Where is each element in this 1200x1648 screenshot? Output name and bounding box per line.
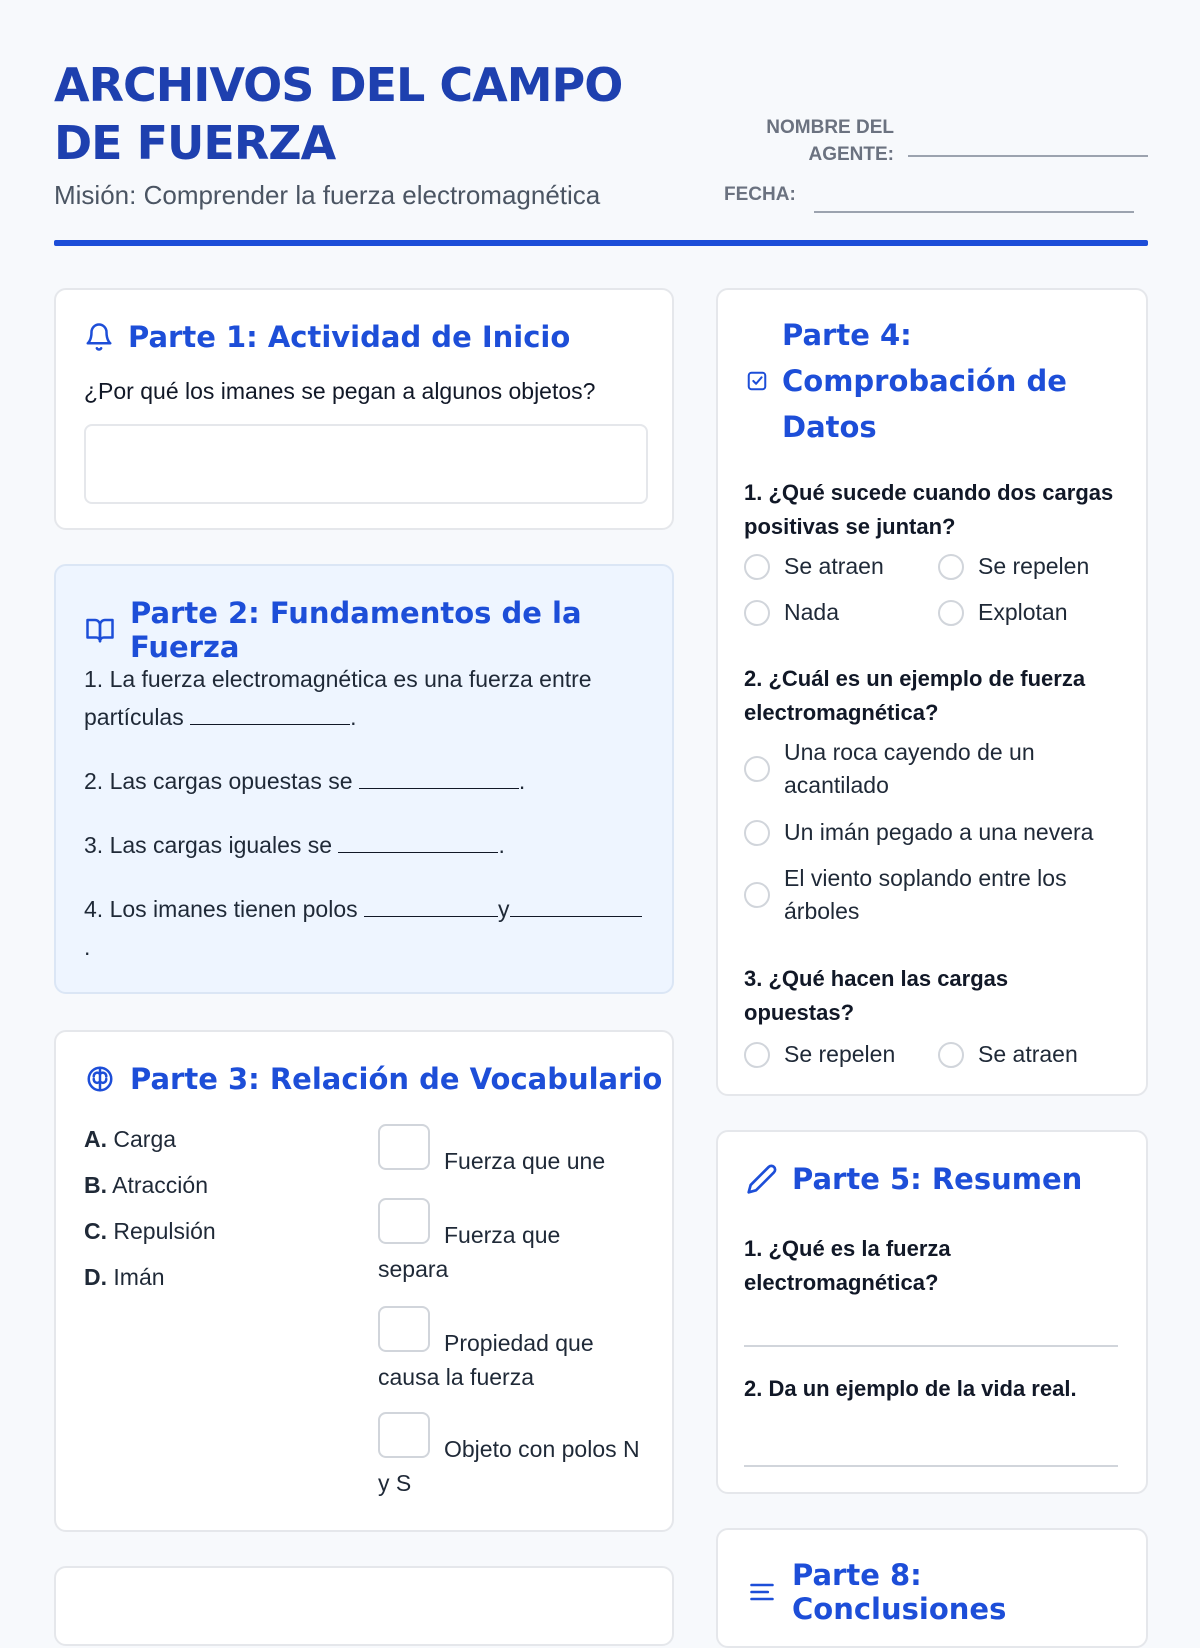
q3-option-a[interactable] — [744, 1038, 895, 1071]
vocab-term-d-letter: D. — [84, 1264, 107, 1290]
agent-name-label-line-1: NOMBRE DEL — [766, 117, 894, 138]
pencil-icon — [746, 1163, 778, 1195]
next-left-card — [54, 1566, 674, 1646]
part8-card — [716, 1528, 1148, 1648]
q2-option-a-radio[interactable] — [744, 756, 770, 782]
vocab-term-d-word: Imán — [113, 1264, 165, 1290]
part2-title-text: Parte 2: Fundamentos de la Fuerza — [130, 596, 582, 664]
q1-option-d-radio[interactable] — [938, 600, 964, 626]
part2-blank-3[interactable] — [338, 827, 498, 853]
part2-item-3-period: . — [498, 832, 505, 858]
q1-option-b-label: Se repelen — [978, 553, 1090, 579]
part1-card — [54, 288, 674, 530]
part4-title-line-2: Comprobación de — [782, 364, 1067, 398]
part1-question: ¿Por qué los imanes se pegan a algunos objetos? — [84, 378, 596, 404]
part2-item-4 — [84, 890, 664, 966]
part2-item-3 — [84, 826, 505, 864]
part2-item-4-text: 4. Los imanes tienen polos — [84, 896, 358, 922]
part2-item-4-line-a — [84, 890, 664, 928]
q1-option-b-radio[interactable] — [938, 554, 964, 580]
header-divider — [54, 240, 1148, 246]
part2-blank-4a[interactable] — [364, 891, 498, 917]
page-title-line-1: ARCHIVOS DEL CAMPO — [54, 58, 623, 112]
part4-title — [746, 312, 1067, 450]
q1-option-c-radio[interactable] — [744, 600, 770, 626]
part2-blank-4b[interactable] — [510, 891, 642, 917]
q2-option-a[interactable] — [744, 736, 1104, 802]
part2-item-1-line-b — [84, 698, 664, 736]
bell-icon — [84, 322, 114, 352]
q1-option-d-label: Explotan — [978, 599, 1068, 625]
part2-item-2-text: 2. Las cargas opuestas se — [84, 768, 353, 794]
q3-option-b-radio[interactable] — [938, 1042, 964, 1068]
part3-card — [54, 1030, 674, 1532]
date-label: FECHA: — [724, 184, 796, 205]
part4-title-line-1: Parte 4: — [782, 318, 912, 352]
list-icon — [746, 1578, 778, 1606]
agent-name-label — [740, 114, 894, 168]
part2-blank-2[interactable] — [359, 763, 519, 789]
mission-subtitle: Misión: Comprender la fuerza electromagnética — [54, 180, 601, 210]
part2-item-4-period: . — [84, 934, 91, 960]
part2-item-4-connector: y — [498, 896, 510, 922]
vocab-term-c-letter: C. — [84, 1218, 107, 1244]
part2-title — [84, 596, 672, 664]
q1-option-a-label: Se atraen — [784, 553, 884, 579]
q2-option-c-label: El viento soplando entre los árboles — [784, 865, 1067, 924]
part5-answer-line-1[interactable] — [744, 1345, 1118, 1347]
vocab-term-b-letter: B. — [84, 1172, 107, 1198]
q1-option-c-label: Nada — [784, 599, 839, 625]
part2-item-1-text-b: partículas — [84, 704, 184, 730]
part1-title-text: Parte 1: Actividad de Inicio — [128, 320, 571, 354]
part3-title — [84, 1062, 662, 1096]
q2-option-a-label: Una roca cayendo de un acantilado — [784, 739, 1035, 798]
vocab-term-d — [84, 1264, 165, 1291]
definition-4: Objeto con polos N y S — [378, 1436, 640, 1496]
definition-3: Propiedad que causa la fuerza — [378, 1330, 594, 1390]
part4-question-2: 2. ¿Cuál es un ejemplo de fuerza electromagnética? — [744, 666, 1086, 725]
agent-name-label-line-2: AGENTE: — [808, 144, 894, 165]
part5-title-text: Parte 5: Resumen — [792, 1162, 1083, 1196]
part4-title-line-3: Datos — [782, 410, 877, 444]
part2-item-2 — [84, 762, 525, 800]
q2-option-c-radio[interactable] — [744, 882, 770, 908]
part4-card — [716, 288, 1148, 1096]
part5-title — [746, 1162, 1082, 1196]
checkbox-icon — [746, 370, 768, 392]
q3-option-b[interactable] — [938, 1038, 1078, 1071]
vocab-term-c-word: Repulsión — [113, 1218, 216, 1244]
q3-option-b-label: Se atraen — [978, 1041, 1078, 1067]
vocab-term-a-word: Carga — [113, 1126, 177, 1152]
part2-item-2-period: . — [518, 768, 526, 794]
brain-icon — [84, 1064, 116, 1094]
part3-title-text: Parte 3: Relación de Vocabulario — [130, 1062, 663, 1096]
part4-question-3: 3. ¿Qué hacen las cargas opuestas? — [744, 966, 1009, 1025]
part5-question-1: 1. ¿Qué es la fuerza electromagnética? — [744, 1236, 951, 1295]
vocab-term-b-word: Atracción — [112, 1172, 208, 1198]
q1-option-a-radio[interactable] — [744, 554, 770, 580]
part1-title — [84, 320, 570, 354]
part1-answer-box[interactable] — [84, 424, 648, 504]
vocab-term-b — [84, 1172, 208, 1199]
part5-card — [716, 1130, 1148, 1494]
part2-item-3-text: 3. Las cargas iguales se — [84, 832, 333, 858]
page-title — [54, 56, 694, 172]
open-book-icon — [84, 615, 116, 645]
q1-option-c[interactable] — [744, 596, 839, 629]
vocab-term-a — [84, 1126, 176, 1153]
q2-option-b-radio[interactable] — [744, 820, 770, 846]
part5-answer-line-2[interactable] — [744, 1465, 1118, 1467]
part4-title-text — [782, 312, 1067, 450]
q2-option-b-label: Un imán pegado a una nevera — [784, 819, 1094, 845]
q1-option-d[interactable] — [938, 596, 1068, 629]
part2-item-1-line-a: 1. La fuerza electromagnética es una fuerza entre — [84, 666, 592, 692]
q3-option-a-radio[interactable] — [744, 1042, 770, 1068]
part2-blank-1[interactable] — [190, 699, 350, 725]
part2-item-1 — [84, 660, 664, 736]
part2-item-1-period: . — [350, 704, 357, 730]
q2-option-c[interactable] — [744, 862, 1104, 928]
definition-1: Fuerza que une — [444, 1148, 606, 1174]
part5-question-2: 2. Da un ejemplo de la vida real. — [744, 1376, 1077, 1401]
part2-card — [54, 564, 674, 994]
definition-2: Fuerza que separa — [378, 1222, 561, 1282]
part8-title-text: Parte 8: Conclusiones — [792, 1558, 1007, 1626]
q2-option-b[interactable] — [744, 816, 1124, 849]
vocab-term-a-letter: A. — [84, 1126, 107, 1152]
vocab-term-c — [84, 1218, 216, 1245]
q1-option-a[interactable] — [744, 550, 884, 583]
agent-name-field[interactable] — [908, 155, 1148, 157]
page-title-line-2: DE FUERZA — [54, 116, 336, 170]
date-field[interactable] — [814, 211, 1134, 213]
part8-title — [746, 1558, 1146, 1626]
q1-option-b[interactable] — [938, 550, 1089, 583]
q3-option-a-label: Se repelen — [784, 1041, 896, 1067]
part4-question-1: 1. ¿Qué sucede cuando dos cargas positivas se juntan? — [744, 480, 1114, 539]
